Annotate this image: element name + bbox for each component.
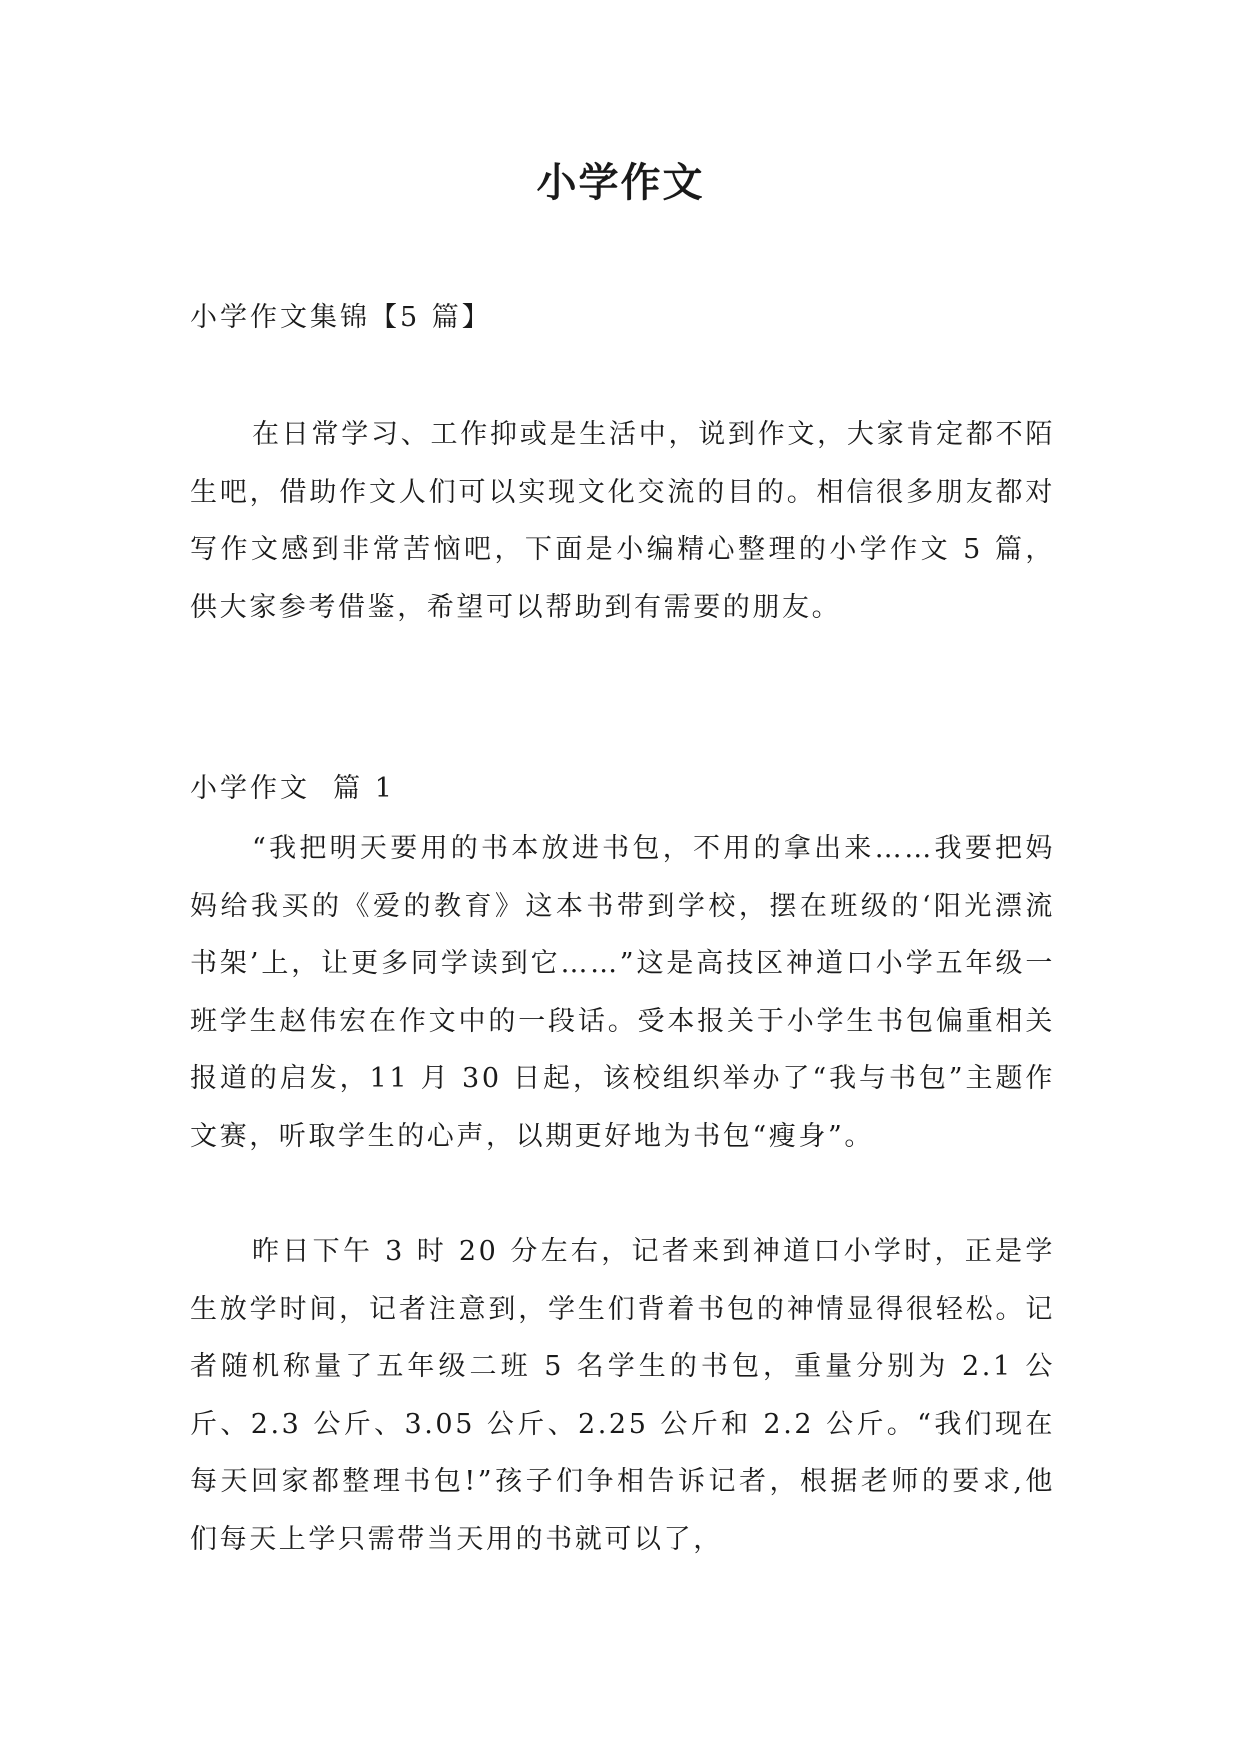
- section-paragraph: “我把明天要用的书本放进书包，不用的拿出来……我要把妈妈给我买的《爱的教育》这本书带到学校，摆在班级的‘阳光漂流书架’上，让更多同学读到它……”这是高技区神道口小学五年级一班学生赵伟宏在作文中的一段话。受本报关于小学生书包偏重相关报道的启发，11 月 30 日起，该校组织举办了“我与书包”主题作文赛，听取学生的心声，以期更好地为书包“瘦身”。: [190, 833, 1055, 1152]
- section-paragraph: 昨日下午 3 时 20 分左右，记者来到神道口小学时，正是学生放学时间，记者注意到，学生们背着书包的神情显得很轻松。记者随机称量了五年级二班 5 名学生的书包，重量分别为 2.1 公斤、2.3 公斤、3.05 公斤、2.25 公斤和 2.2 公斤。“我们现在每天回家都整理书包!”孩子们争相告诉记者，根据老师的要求,他们每天上学只需带当天用的书就可以了，: [190, 1236, 1055, 1555]
- section-heading: 小学作文 篇 1: [190, 773, 395, 804]
- document-subtitle: 小学作文集锦【5 篇】: [190, 302, 492, 333]
- intro-paragraph: 在日常学习、工作抑或是生活中，说到作文，大家肯定都不陌生吧，借助作文人们可以实现文化交流的目的。相信很多朋友都对写作文感到非常苦恼吧，下面是小编精心整理的小学作文 5 篇，供大家参考借鉴，希望可以帮助到有需要的朋友。: [190, 419, 1055, 623]
- document-title: 小学作文: [536, 159, 705, 206]
